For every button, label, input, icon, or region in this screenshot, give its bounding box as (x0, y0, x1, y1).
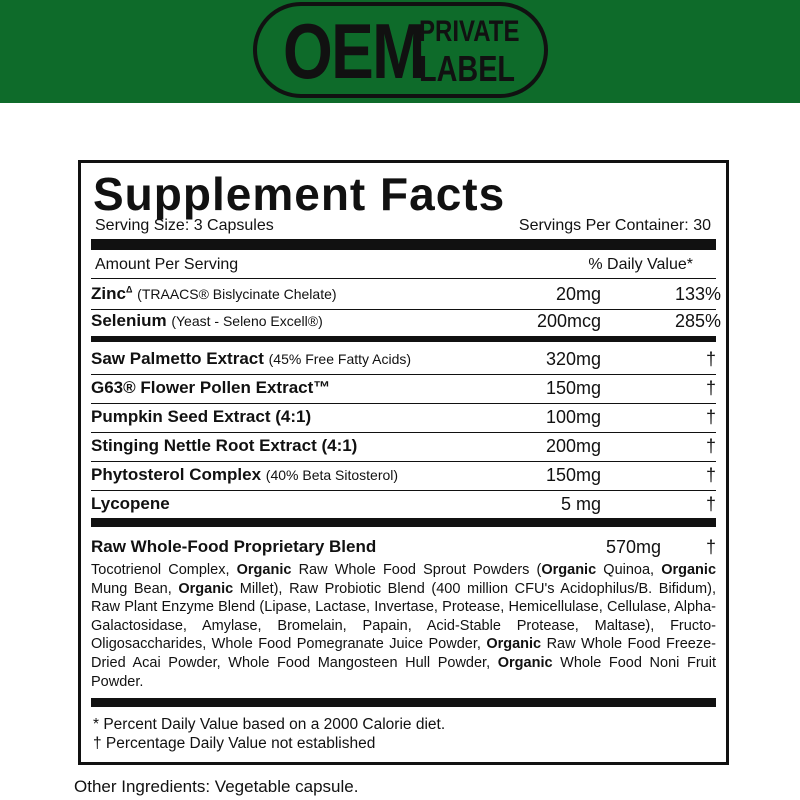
badge-private-text: PRIVATE (419, 15, 520, 48)
blend-text-segment: Raw Whole Food Sprout Powders ( (291, 562, 542, 578)
extract-daily-value: † (705, 349, 716, 369)
extract-name (91, 349, 411, 369)
blend-text-segment: Quinoa, (596, 562, 662, 578)
extract-rule (91, 403, 716, 404)
oem-private-label-badge (253, 2, 548, 98)
extract-amount: 5 mg (560, 494, 601, 514)
nutrient-rule (91, 309, 716, 310)
other-ingredients: Other Ingredients: Vegetable capsule. (74, 777, 359, 796)
extract-note: (40% Beta Sitosterol) (265, 467, 399, 483)
extract-label: Pumpkin Seed Extract (4:1) (91, 407, 312, 426)
footnote-daily-value: * Percent Daily Value based on a 2000 Calorie diet. (93, 716, 446, 733)
nutrient-label: Zinc (91, 284, 126, 303)
extract-label: Saw Palmetto Extract (91, 349, 264, 368)
blend-text-segment: Mung Bean, (91, 580, 179, 597)
servings-per-container: Servings Per Container: 30 (518, 217, 711, 234)
medium-divider (91, 336, 716, 342)
extract-daily-value: † (705, 465, 716, 485)
extract-label: Lycopene (91, 494, 170, 513)
panel-title: Supplement Facts (93, 168, 506, 220)
organic-label: Organic (661, 562, 717, 578)
extract-amount: 200mg (545, 436, 601, 456)
extract-rule (91, 432, 716, 433)
extract-name (91, 378, 330, 398)
extract-daily-value: † (705, 378, 716, 398)
thick-divider (91, 239, 716, 250)
blend-amount: 570mg (605, 537, 661, 557)
blend-text-segment: Whole Food Noni Fruit Powder. (91, 654, 716, 690)
extract-amount: 320mg (545, 349, 601, 369)
badge-label-text: LABEL (419, 48, 515, 89)
amount-per-serving-header: Amount Per Serving (95, 256, 239, 273)
nutrient-mark: Δ (125, 284, 133, 295)
extract-name (91, 407, 311, 427)
blend-ingredients (91, 561, 716, 691)
extract-daily-value: † (705, 436, 716, 456)
extract-daily-value: † (705, 494, 716, 514)
extract-name (91, 436, 357, 456)
footnote-not-established: † Percentage Daily Value not established (93, 735, 376, 752)
nutrient-daily-value: 133% (674, 284, 721, 304)
supplement-facts-panel (78, 160, 729, 765)
extract-label: G63® Flower Pollen Extract™ (91, 378, 331, 397)
extract-amount: 100mg (545, 407, 601, 427)
blend-name: Raw Whole-Food Proprietary Blend (91, 537, 377, 556)
header-rule (91, 278, 716, 279)
nutrient-name (91, 284, 337, 304)
organic-label: Organic (178, 580, 234, 597)
blend-text-segment: Raw Whole Food Freeze-Dried Acai Powder, Whole Food Mangosteen Hull Powder, (91, 636, 716, 671)
blend-daily-value: † (705, 537, 716, 557)
serving-size: Serving Size: 3 Capsules (95, 217, 274, 234)
nutrient-source: (TRAACS® Bislycinate Chelate) (137, 286, 337, 302)
nutrient-source: (Yeast - Seleno Excell®) (171, 313, 323, 329)
nutrient-daily-value: 285% (674, 311, 721, 331)
organic-label: Organic (541, 562, 597, 578)
blend-text-segment: Tocotrienol Complex, (91, 562, 237, 578)
extract-amount: 150mg (545, 378, 601, 398)
nutrient-amount: 20mg (555, 284, 601, 304)
footer-divider (91, 698, 716, 707)
extract-rule (91, 461, 716, 462)
nutrient-amount: 200mcg (536, 311, 601, 331)
extract-daily-value: † (705, 407, 716, 427)
organic-label: Organic (497, 654, 553, 671)
organic-label: Organic (236, 562, 292, 578)
nutrient-name (91, 311, 323, 331)
extract-amount: 150mg (545, 465, 601, 485)
extract-note: (45% Free Fatty Acids) (268, 351, 412, 367)
extract-rule (91, 374, 716, 375)
header-banner (0, 0, 800, 103)
badge-oem-text: OEM (283, 7, 424, 95)
blend-text-segment: Millet), Raw Probiotic Blend (400 million CFU's Acidophilus/B. Bifidum), Raw Plant Enzyme Blend (Lipase, Lactase, Invertase, Protease, Hemicellulase, Cellulase, Alpha- Galactosidase, Amylase, Bromelain, Papain, Acid-Stable Protease, Maltase), Fructo-Oligosaccharides, Whole Food Pomegranate Juice Powder, (91, 580, 716, 653)
extract-name (91, 465, 398, 485)
extract-label: Phytosterol Complex (91, 465, 262, 484)
blend-divider (91, 518, 716, 527)
organic-label: Organic (486, 636, 542, 653)
extract-rule (91, 490, 716, 491)
daily-value-header: % Daily Value* (588, 256, 693, 273)
extract-label: Stinging Nettle Root Extract (4:1) (91, 436, 358, 455)
extract-name (91, 494, 170, 514)
nutrient-label: Selenium (91, 311, 167, 330)
